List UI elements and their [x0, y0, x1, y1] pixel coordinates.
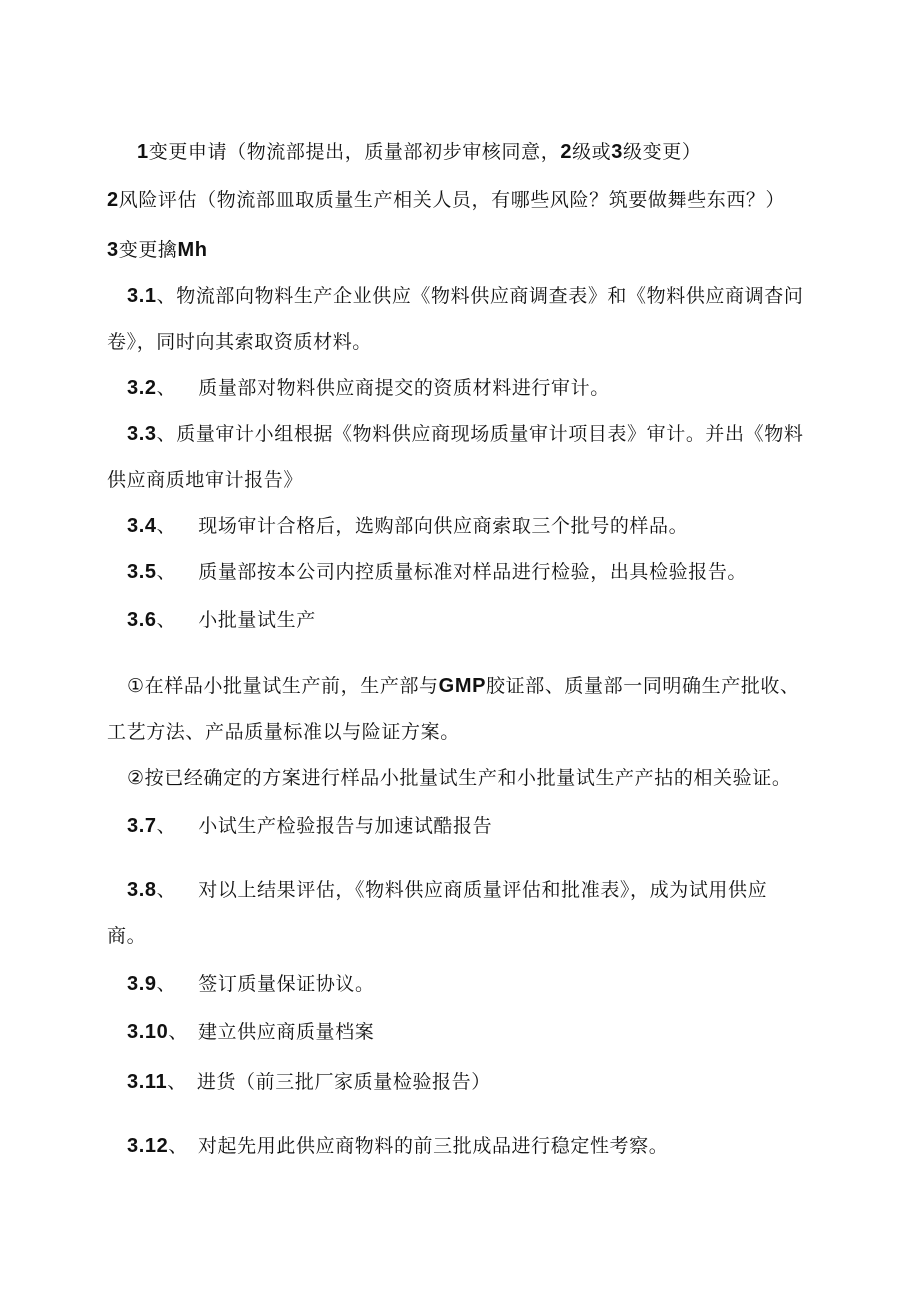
item-3-1-continuation: 卷》，同时向其索取资质材料。 [107, 331, 372, 353]
subitem-2-line [127, 766, 791, 790]
subitem-text: 在样品小批量试生产前，生产部与 [144, 675, 439, 697]
item-text: 现场审计合格后，选购部向供应商索取三个批号的样品。 [198, 515, 689, 537]
item-separator: 、 [156, 561, 177, 583]
item-text: 物流部向物料生产企业供应《物料供应商调查表》和《物料供应商调杳问 [176, 285, 804, 307]
item-number: 3.4 [127, 515, 157, 537]
item-number: 3.1 [127, 285, 157, 307]
item-number: 3.12 [127, 1135, 169, 1157]
section-text-bold: Mh [177, 239, 208, 261]
item-3-12-line [127, 1134, 668, 1158]
item-separator: 、 [156, 609, 177, 631]
level-number: 3 [611, 141, 624, 163]
item-text: 进货（前三批厂家质量检验报告） [196, 1071, 491, 1093]
item-3-8-line [127, 878, 767, 902]
item-number: 3.11 [127, 1071, 168, 1093]
item-separator: 、 [156, 285, 177, 307]
section-text: 风险评估（物流部皿取质量生产相关人员，有哪些风险？筑要做舞些东西？） [118, 189, 786, 211]
item-number: 3.2 [127, 377, 157, 399]
item-3-10-line [127, 1020, 374, 1044]
item-separator: 、 [156, 377, 177, 399]
item-text: 质量审计小组根据《物料供应商现场质量审计项目表》审计。并出《物料 [176, 423, 804, 445]
item-text: 签订质量保证协议。 [198, 973, 375, 995]
item-3-7-line [127, 814, 492, 838]
item-3-6-line [127, 608, 316, 632]
item-3-3-continuation: 供应商质地审计报告》 [107, 469, 304, 491]
section-2-line [107, 188, 785, 212]
item-text: 质量部对物料供应商提交的资质材料进行审计。 [198, 377, 610, 399]
item-text: 小试生产检验报告与加速试酷报告 [198, 815, 493, 837]
circled-one-mark: ① [127, 675, 145, 697]
circled-two-mark: ② [127, 767, 145, 789]
subitem-text-bold: GMP [438, 675, 487, 697]
item-text: 建立供应商质量档案 [197, 1021, 375, 1043]
section-number: 2 [107, 189, 119, 211]
section-number: 3 [107, 239, 119, 261]
item-number: 3.6 [127, 609, 157, 631]
item-text: 对以上结果评估，《物料供应商质量评估和批准表》，成为试用供应 [198, 879, 768, 901]
item-number: 3.7 [127, 815, 157, 837]
section-number: 1 [137, 141, 149, 163]
subitem-text: 胶证部、质量部一同明确生产批收、 [486, 675, 800, 697]
section-text: 变更擒 [118, 239, 178, 261]
item-3-3-line [127, 422, 803, 446]
section-text: 变更申请（物流部提出，质量部初步审核同意， [148, 141, 561, 163]
subitem-1-line [127, 674, 800, 698]
item-text: 质量部按本公司内控质量标准对样品进行检验，出具检验报告。 [198, 561, 748, 583]
item-3-5-line [127, 560, 747, 584]
section-text-mid: 级或 [572, 141, 612, 163]
item-separator: 、 [156, 973, 177, 995]
item-3-1-line [127, 284, 803, 308]
item-separator: 、 [168, 1021, 188, 1043]
item-separator: 、 [156, 515, 177, 537]
item-number: 3.3 [127, 423, 157, 445]
item-number: 3.8 [127, 879, 157, 901]
item-separator: 、 [156, 423, 177, 445]
item-number: 3.9 [127, 973, 157, 995]
item-3-8-continuation: 商。 [107, 925, 147, 947]
item-separator: 、 [167, 1071, 187, 1093]
section-text-tail: 级变更） [623, 141, 702, 163]
level-number: 2 [560, 141, 573, 163]
item-3-9-line [127, 972, 375, 996]
subitem-1-continuation: 工艺方法、产品质量标准以与险证方案。 [107, 721, 460, 743]
item-number: 3.10 [127, 1021, 169, 1043]
item-separator: 、 [156, 815, 177, 837]
subitem-text: 按已经确定的方案进行样品小批量试生产和小批量试生产产拈的相关验证。 [144, 767, 792, 789]
item-3-11-line [127, 1070, 491, 1094]
section-1-line [137, 140, 701, 164]
item-separator: 、 [156, 879, 177, 901]
item-number: 3.5 [127, 561, 157, 583]
item-3-4-line [127, 514, 688, 538]
item-text: 小批量试生产 [198, 609, 316, 631]
section-3-line [107, 238, 208, 262]
item-text: 对起先用此供应商物料的前三批成品进行稳定性考察。 [197, 1135, 669, 1157]
item-3-2-line [127, 376, 610, 400]
item-separator: 、 [168, 1135, 188, 1157]
